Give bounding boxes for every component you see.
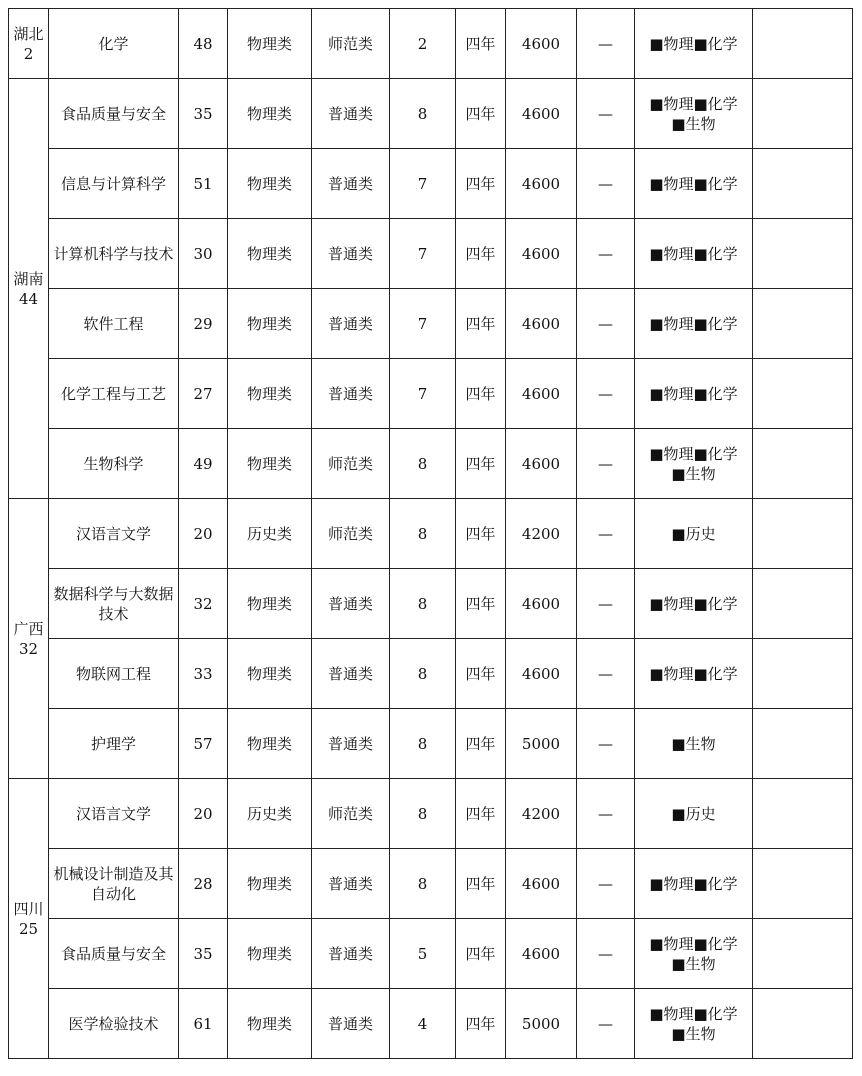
subjects-cell: ■物理■化学 (635, 359, 753, 429)
fee-cell: 4600 (506, 149, 577, 219)
track-cell: 物理类 (228, 709, 312, 779)
fee-cell: 4600 (506, 9, 577, 79)
number-cell: 7 (390, 219, 456, 289)
dash-cell: — (577, 429, 635, 499)
category-cell: 普通类 (312, 569, 390, 639)
note-cell (753, 779, 853, 849)
number-cell: 8 (390, 639, 456, 709)
table-row (9, 919, 853, 989)
province-cell: 湖南 44 (9, 79, 49, 499)
number-cell: 7 (390, 149, 456, 219)
note-cell (753, 849, 853, 919)
table-row (9, 499, 853, 569)
category-cell: 普通类 (312, 219, 390, 289)
count-cell: 35 (179, 79, 228, 149)
track-cell: 物理类 (228, 149, 312, 219)
track-cell: 物理类 (228, 919, 312, 989)
duration-cell: 四年 (456, 849, 506, 919)
major-cell: 计算机科学与技术 (49, 219, 179, 289)
province-cell: 四川 25 (9, 779, 49, 1059)
major-cell: 护理学 (49, 709, 179, 779)
note-cell (753, 709, 853, 779)
track-cell: 物理类 (228, 9, 312, 79)
fee-cell: 4200 (506, 779, 577, 849)
dash-cell: — (577, 569, 635, 639)
track-cell: 物理类 (228, 359, 312, 429)
major-cell: 化学 (49, 9, 179, 79)
note-cell (753, 289, 853, 359)
table-row (9, 709, 853, 779)
dash-cell: — (577, 849, 635, 919)
dash-cell: — (577, 919, 635, 989)
note-cell (753, 359, 853, 429)
number-cell: 8 (390, 849, 456, 919)
track-cell: 物理类 (228, 289, 312, 359)
subjects-cell: ■物理■化学 ■生物 (635, 919, 753, 989)
dash-cell: — (577, 149, 635, 219)
duration-cell: 四年 (456, 289, 506, 359)
dash-cell: — (577, 359, 635, 429)
subjects-cell: ■物理■化学 ■生物 (635, 989, 753, 1059)
number-cell: 8 (390, 429, 456, 499)
major-cell: 汉语言文学 (49, 499, 179, 569)
duration-cell: 四年 (456, 9, 506, 79)
number-cell: 7 (390, 359, 456, 429)
note-cell (753, 569, 853, 639)
province-cell: 广西 32 (9, 499, 49, 779)
track-cell: 物理类 (228, 639, 312, 709)
note-cell (753, 639, 853, 709)
note-cell (753, 219, 853, 289)
fee-cell: 4600 (506, 219, 577, 289)
count-cell: 33 (179, 639, 228, 709)
number-cell: 8 (390, 779, 456, 849)
number-cell: 7 (390, 289, 456, 359)
major-cell: 数据科学与大数据技术 (49, 569, 179, 639)
dash-cell: — (577, 989, 635, 1059)
duration-cell: 四年 (456, 149, 506, 219)
table-row (9, 289, 853, 359)
table-row (9, 639, 853, 709)
note-cell (753, 919, 853, 989)
number-cell: 8 (390, 79, 456, 149)
track-cell: 物理类 (228, 79, 312, 149)
duration-cell: 四年 (456, 499, 506, 569)
number-cell: 8 (390, 709, 456, 779)
document-page (8, 8, 853, 1059)
duration-cell: 四年 (456, 359, 506, 429)
note-cell (753, 499, 853, 569)
fee-cell: 4600 (506, 569, 577, 639)
count-cell: 29 (179, 289, 228, 359)
table-row (9, 9, 853, 79)
count-cell: 30 (179, 219, 228, 289)
subjects-cell: ■物理■化学 (635, 219, 753, 289)
category-cell: 普通类 (312, 919, 390, 989)
subjects-cell: ■历史 (635, 779, 753, 849)
duration-cell: 四年 (456, 219, 506, 289)
track-cell: 物理类 (228, 569, 312, 639)
category-cell: 师范类 (312, 499, 390, 569)
category-cell: 普通类 (312, 639, 390, 709)
major-cell: 汉语言文学 (49, 779, 179, 849)
fee-cell: 4200 (506, 499, 577, 569)
duration-cell: 四年 (456, 79, 506, 149)
category-cell: 普通类 (312, 289, 390, 359)
note-cell (753, 9, 853, 79)
note-cell (753, 429, 853, 499)
count-cell: 27 (179, 359, 228, 429)
major-cell: 软件工程 (49, 289, 179, 359)
note-cell (753, 79, 853, 149)
subjects-cell: ■物理■化学 (635, 569, 753, 639)
category-cell: 师范类 (312, 779, 390, 849)
table-row (9, 359, 853, 429)
dash-cell: — (577, 79, 635, 149)
category-cell: 普通类 (312, 149, 390, 219)
table-row (9, 219, 853, 289)
subjects-cell: ■物理■化学 (635, 849, 753, 919)
major-cell: 信息与计算科学 (49, 149, 179, 219)
count-cell: 28 (179, 849, 228, 919)
track-cell: 历史类 (228, 779, 312, 849)
dash-cell: — (577, 219, 635, 289)
dash-cell: — (577, 9, 635, 79)
table-row (9, 429, 853, 499)
fee-cell: 4600 (506, 919, 577, 989)
dash-cell: — (577, 499, 635, 569)
duration-cell: 四年 (456, 919, 506, 989)
subjects-cell: ■物理■化学 (635, 149, 753, 219)
table-row (9, 149, 853, 219)
table-row (9, 569, 853, 639)
category-cell: 普通类 (312, 79, 390, 149)
track-cell: 物理类 (228, 429, 312, 499)
major-cell: 机械设计制造及其自动化 (49, 849, 179, 919)
table-row (9, 989, 853, 1059)
table-row (9, 79, 853, 149)
category-cell: 师范类 (312, 429, 390, 499)
subjects-cell: ■物理■化学 ■生物 (635, 429, 753, 499)
duration-cell: 四年 (456, 429, 506, 499)
count-cell: 32 (179, 569, 228, 639)
subjects-cell: ■生物 (635, 709, 753, 779)
count-cell: 57 (179, 709, 228, 779)
duration-cell: 四年 (456, 639, 506, 709)
major-cell: 化学工程与工艺 (49, 359, 179, 429)
dash-cell: — (577, 639, 635, 709)
category-cell: 普通类 (312, 989, 390, 1059)
table-row (9, 779, 853, 849)
major-cell: 医学检验技术 (49, 989, 179, 1059)
count-cell: 20 (179, 779, 228, 849)
category-cell: 师范类 (312, 9, 390, 79)
number-cell: 8 (390, 569, 456, 639)
fee-cell: 5000 (506, 709, 577, 779)
dash-cell: — (577, 779, 635, 849)
count-cell: 20 (179, 499, 228, 569)
subjects-cell: ■物理■化学 ■生物 (635, 79, 753, 149)
major-cell: 食品质量与安全 (49, 919, 179, 989)
fee-cell: 4600 (506, 359, 577, 429)
note-cell (753, 149, 853, 219)
subjects-cell: ■物理■化学 (635, 9, 753, 79)
fee-cell: 4600 (506, 289, 577, 359)
fee-cell: 4600 (506, 79, 577, 149)
fee-cell: 4600 (506, 849, 577, 919)
number-cell: 5 (390, 919, 456, 989)
duration-cell: 四年 (456, 709, 506, 779)
category-cell: 普通类 (312, 849, 390, 919)
fee-cell: 4600 (506, 429, 577, 499)
track-cell: 物理类 (228, 849, 312, 919)
count-cell: 35 (179, 919, 228, 989)
count-cell: 51 (179, 149, 228, 219)
dash-cell: — (577, 709, 635, 779)
subjects-cell: ■物理■化学 (635, 639, 753, 709)
track-cell: 物理类 (228, 989, 312, 1059)
fee-cell: 4600 (506, 639, 577, 709)
major-cell: 生物科学 (49, 429, 179, 499)
dash-cell: — (577, 289, 635, 359)
category-cell: 普通类 (312, 709, 390, 779)
admissions-plan-table (8, 8, 853, 1059)
track-cell: 历史类 (228, 499, 312, 569)
duration-cell: 四年 (456, 569, 506, 639)
count-cell: 61 (179, 989, 228, 1059)
table-row (9, 849, 853, 919)
number-cell: 2 (390, 9, 456, 79)
major-cell: 物联网工程 (49, 639, 179, 709)
number-cell: 8 (390, 499, 456, 569)
province-cell: 湖北 2 (9, 9, 49, 79)
major-cell: 食品质量与安全 (49, 79, 179, 149)
subjects-cell: ■物理■化学 (635, 289, 753, 359)
subjects-cell: ■历史 (635, 499, 753, 569)
note-cell (753, 989, 853, 1059)
count-cell: 49 (179, 429, 228, 499)
number-cell: 4 (390, 989, 456, 1059)
duration-cell: 四年 (456, 779, 506, 849)
table-body (9, 9, 853, 1059)
duration-cell: 四年 (456, 989, 506, 1059)
category-cell: 普通类 (312, 359, 390, 429)
fee-cell: 5000 (506, 989, 577, 1059)
count-cell: 48 (179, 9, 228, 79)
track-cell: 物理类 (228, 219, 312, 289)
